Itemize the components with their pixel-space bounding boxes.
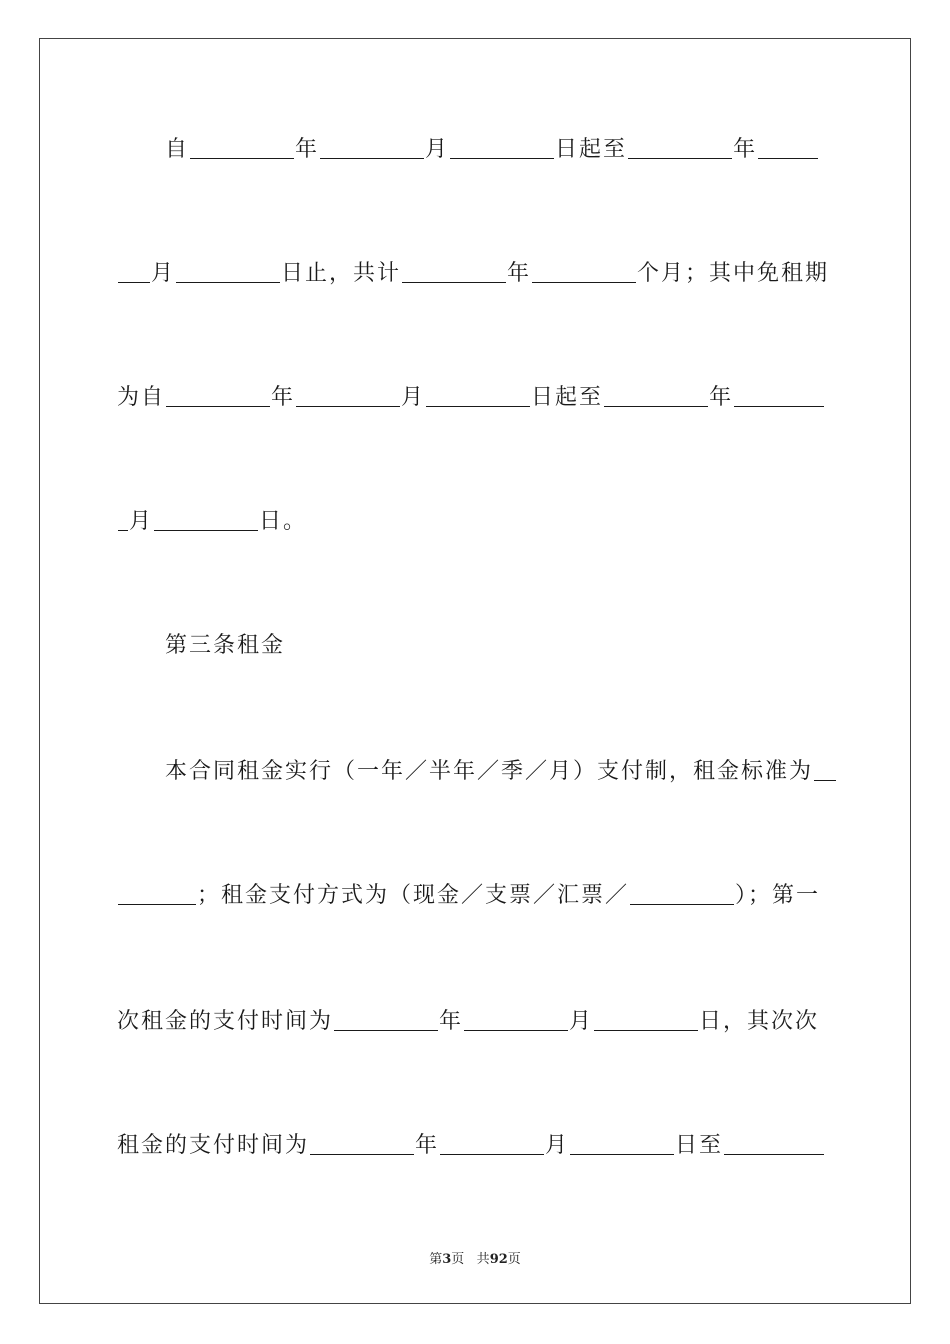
page-number: 3 xyxy=(442,1252,452,1267)
contract-line-3 xyxy=(117,382,833,414)
text-segment: 日。 xyxy=(259,509,308,534)
blank-field xyxy=(814,756,836,781)
blank-field xyxy=(176,258,280,283)
text-segment: 年 xyxy=(295,137,320,162)
text-segment: 年 xyxy=(733,137,758,162)
section-heading xyxy=(117,630,833,662)
text-segment: 月 xyxy=(129,509,154,534)
text-segment: 年 xyxy=(415,1133,440,1158)
blank-field xyxy=(532,258,636,283)
text-segment: 月 xyxy=(401,385,426,410)
blank-field xyxy=(402,258,506,283)
contract-line-2 xyxy=(117,258,833,290)
text-segment: 租金的支付时间为 xyxy=(117,1133,310,1158)
text-segment: 月 xyxy=(425,137,450,162)
page-footer xyxy=(0,1248,950,1267)
blank-field xyxy=(118,258,150,283)
blank-field xyxy=(310,1130,414,1155)
blank-field xyxy=(440,1130,544,1155)
text-segment: 月 xyxy=(569,1009,594,1034)
blank-field xyxy=(118,506,128,531)
blank-field xyxy=(154,506,258,531)
contract-line-8 xyxy=(117,1006,833,1038)
blank-field xyxy=(118,880,196,905)
text-segment: 本合同租金实行（一年／半年／季／月）支付制，租金标准为 xyxy=(165,759,814,784)
blank-field xyxy=(604,382,708,407)
text-segment: 年 xyxy=(271,385,296,410)
text-segment: ）；第一 xyxy=(735,883,821,908)
page-border xyxy=(39,38,911,1304)
text-segment: 为自 xyxy=(117,385,166,410)
blank-field xyxy=(570,1130,674,1155)
blank-field xyxy=(426,382,530,407)
section-title: 第三条租金 xyxy=(165,633,286,658)
page-prefix: 第 xyxy=(429,1252,443,1267)
text-segment: 年 xyxy=(439,1009,464,1034)
blank-field xyxy=(734,382,824,407)
blank-field xyxy=(296,382,400,407)
blank-field xyxy=(594,1006,698,1031)
blank-field xyxy=(334,1006,438,1031)
text-segment: 年 xyxy=(507,261,532,286)
text-segment: 月 xyxy=(545,1133,570,1158)
text-segment: 日至 xyxy=(675,1133,724,1158)
blank-field xyxy=(450,134,554,159)
text-segment: 日起至 xyxy=(531,385,604,410)
text-segment: 日止，共计 xyxy=(281,261,402,286)
blank-field xyxy=(630,880,734,905)
text-segment: ；租金支付方式为（现金／支票／汇票／ xyxy=(197,883,630,908)
text-segment: 月 xyxy=(151,261,176,286)
total-prefix: 共 xyxy=(476,1252,490,1267)
blank-field xyxy=(464,1006,568,1031)
blank-field xyxy=(166,382,270,407)
contract-line-6 xyxy=(117,756,833,788)
contract-line-1 xyxy=(117,134,833,166)
blank-field xyxy=(628,134,732,159)
text-segment: 日，其次次 xyxy=(699,1009,820,1034)
contract-line-9 xyxy=(117,1130,833,1162)
text-segment: 次租金的支付时间为 xyxy=(117,1009,334,1034)
total-pages: 92 xyxy=(489,1252,508,1267)
text-segment: 个月；其中免租期 xyxy=(637,261,830,286)
blank-field xyxy=(758,134,818,159)
contract-line-4 xyxy=(117,506,833,538)
text-segment: 自 xyxy=(165,137,190,162)
page-suffix: 页 xyxy=(451,1252,465,1267)
total-suffix: 页 xyxy=(507,1252,521,1267)
text-segment: 年 xyxy=(709,385,734,410)
blank-field xyxy=(724,1130,824,1155)
blank-field xyxy=(190,134,294,159)
blank-field xyxy=(320,134,424,159)
text-segment: 日起至 xyxy=(555,137,628,162)
contract-line-7 xyxy=(117,880,833,912)
